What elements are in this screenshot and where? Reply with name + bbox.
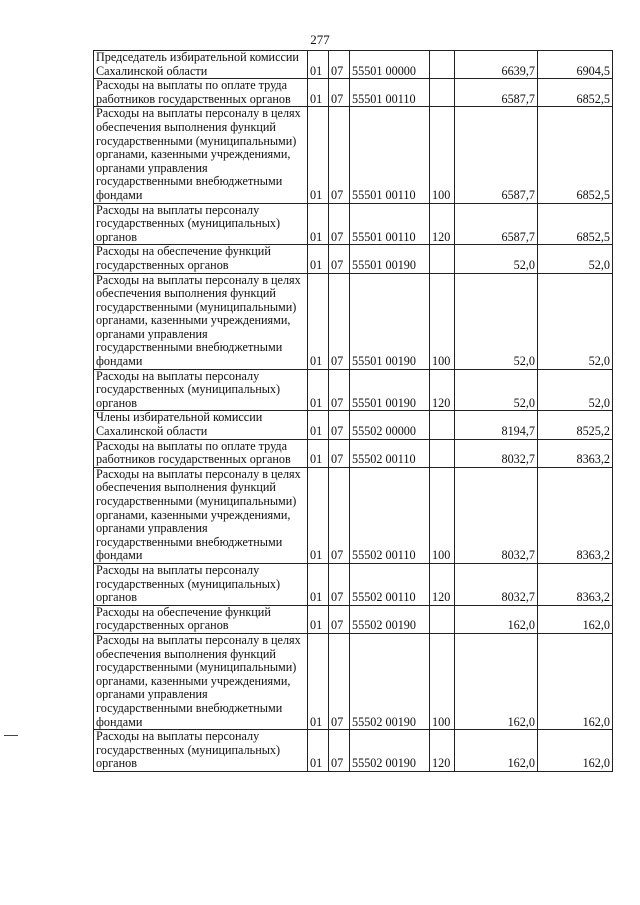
target-article-cell: 55502 00110	[350, 439, 430, 467]
amount-year2-cell: 6852,5	[538, 203, 613, 245]
target-article-cell: 55501 00000	[350, 51, 430, 79]
amount-year1-cell: 8032,7	[455, 467, 538, 563]
target-article-cell: 55502 00000	[350, 411, 430, 439]
target-article-cell: 55501 00110	[350, 107, 430, 203]
amount-year1-cell: 6639,7	[455, 51, 538, 79]
amount-year2-cell: 8363,2	[538, 439, 613, 467]
subsection-code-cell: 07	[329, 369, 350, 411]
table-row	[94, 467, 613, 563]
row-name-cell: Расходы на обеспечение функций государственных органов	[94, 605, 308, 633]
subsection-code-cell: 07	[329, 51, 350, 79]
expense-type-cell: 100	[430, 633, 455, 729]
table-row	[94, 79, 613, 107]
budget-table	[93, 50, 613, 772]
section-code-cell: 01	[308, 79, 329, 107]
expense-type-cell: 120	[430, 730, 455, 772]
section-code-cell: 01	[308, 439, 329, 467]
row-name-cell: Расходы на выплаты персоналу в целях обеспечения выполнения функций государственными (муниципальными) органами, казенными учреждениями, органами управления государственными внебюджетными фондами	[94, 633, 308, 729]
amount-year2-cell: 8363,2	[538, 467, 613, 563]
row-name-cell: Расходы на выплаты по оплате труда работников государственных органов	[94, 79, 308, 107]
section-code-cell: 01	[308, 605, 329, 633]
target-article-cell: 55502 00190	[350, 730, 430, 772]
amount-year1-cell: 52,0	[455, 369, 538, 411]
subsection-code-cell: 07	[329, 107, 350, 203]
section-code-cell: 01	[308, 203, 329, 245]
section-code-cell: 01	[308, 369, 329, 411]
expense-type-cell: 100	[430, 273, 455, 369]
amount-year1-cell: 162,0	[455, 605, 538, 633]
table-row	[94, 107, 613, 203]
target-article-cell: 55502 00190	[350, 633, 430, 729]
row-name-cell: Расходы на выплаты персоналу в целях обеспечения выполнения функций государственными (муниципальными) органами, казенными учреждениями, органами управления государственными внебюджетными фондами	[94, 273, 308, 369]
expense-type-cell	[430, 79, 455, 107]
section-code-cell: 01	[308, 107, 329, 203]
subsection-code-cell: 07	[329, 203, 350, 245]
target-article-cell: 55502 00190	[350, 605, 430, 633]
target-article-cell: 55502 00110	[350, 467, 430, 563]
table-row	[94, 203, 613, 245]
expense-type-cell: 100	[430, 467, 455, 563]
amount-year2-cell: 6852,5	[538, 79, 613, 107]
table-row	[94, 51, 613, 79]
subsection-code-cell: 07	[329, 467, 350, 563]
subsection-code-cell: 07	[329, 563, 350, 605]
amount-year2-cell: 162,0	[538, 605, 613, 633]
row-name-cell: Расходы на выплаты персоналу государственных (муниципальных) органов	[94, 203, 308, 245]
amount-year1-cell: 6587,7	[455, 203, 538, 245]
subsection-code-cell: 07	[329, 245, 350, 273]
row-name-cell: Председатель избирательной комиссии Сахалинской области	[94, 51, 308, 79]
amount-year2-cell: 162,0	[538, 633, 613, 729]
amount-year1-cell: 8032,7	[455, 439, 538, 467]
expense-type-cell	[430, 439, 455, 467]
target-article-cell: 55501 00190	[350, 369, 430, 411]
amount-year2-cell: 8525,2	[538, 411, 613, 439]
amount-year2-cell: 52,0	[538, 273, 613, 369]
expense-type-cell	[430, 411, 455, 439]
amount-year2-cell: 162,0	[538, 730, 613, 772]
target-article-cell: 55501 00190	[350, 273, 430, 369]
amount-year1-cell: 6587,7	[455, 79, 538, 107]
section-code-cell: 01	[308, 245, 329, 273]
expense-type-cell: 100	[430, 107, 455, 203]
page-number: 277	[310, 32, 330, 47]
expense-type-cell	[430, 51, 455, 79]
amount-year1-cell: 6587,7	[455, 107, 538, 203]
subsection-code-cell: 07	[329, 633, 350, 729]
expense-type-cell: 120	[430, 369, 455, 411]
amount-year2-cell: 52,0	[538, 369, 613, 411]
section-code-cell: 01	[308, 467, 329, 563]
table-body	[94, 51, 613, 772]
amount-year1-cell: 8032,7	[455, 563, 538, 605]
expense-type-cell: 120	[430, 563, 455, 605]
amount-year1-cell: 52,0	[455, 273, 538, 369]
subsection-code-cell: 07	[329, 605, 350, 633]
amount-year2-cell: 8363,2	[538, 563, 613, 605]
expense-type-cell	[430, 245, 455, 273]
row-name-cell: Члены избирательной комиссии Сахалинской области	[94, 411, 308, 439]
target-article-cell: 55502 00110	[350, 563, 430, 605]
subsection-code-cell: 07	[329, 730, 350, 772]
subsection-code-cell: 07	[329, 439, 350, 467]
table-row	[94, 633, 613, 729]
row-name-cell: Расходы на выплаты персоналу государственных (муниципальных) органов	[94, 563, 308, 605]
margin-mark	[4, 735, 18, 736]
target-article-cell: 55501 00110	[350, 79, 430, 107]
subsection-code-cell: 07	[329, 273, 350, 369]
table-row	[94, 439, 613, 467]
table-row	[94, 369, 613, 411]
table-row	[94, 730, 613, 772]
section-code-cell: 01	[308, 563, 329, 605]
section-code-cell: 01	[308, 51, 329, 79]
row-name-cell: Расходы на обеспечение функций государственных органов	[94, 245, 308, 273]
subsection-code-cell: 07	[329, 411, 350, 439]
row-name-cell: Расходы на выплаты персоналу государственных (муниципальных) органов	[94, 730, 308, 772]
expense-type-cell: 120	[430, 203, 455, 245]
row-name-cell: Расходы на выплаты по оплате труда работников государственных органов	[94, 439, 308, 467]
table-row	[94, 273, 613, 369]
row-name-cell: Расходы на выплаты персоналу в целях обеспечения выполнения функций государственными (муниципальными) органами, казенными учреждениями, органами управления государственными внебюджетными фондами	[94, 467, 308, 563]
section-code-cell: 01	[308, 633, 329, 729]
amount-year2-cell: 6904,5	[538, 51, 613, 79]
row-name-cell: Расходы на выплаты персоналу в целях обеспечения выполнения функций государственными (муниципальными) органами, казенными учреждениями, органами управления государственными внебюджетными фондами	[94, 107, 308, 203]
expense-type-cell	[430, 605, 455, 633]
amount-year1-cell: 52,0	[455, 245, 538, 273]
section-code-cell: 01	[308, 730, 329, 772]
table-row	[94, 605, 613, 633]
section-code-cell: 01	[308, 273, 329, 369]
amount-year1-cell: 162,0	[455, 730, 538, 772]
amount-year2-cell: 52,0	[538, 245, 613, 273]
table-row	[94, 563, 613, 605]
amount-year1-cell: 162,0	[455, 633, 538, 729]
target-article-cell: 55501 00110	[350, 203, 430, 245]
table-row	[94, 411, 613, 439]
target-article-cell: 55501 00190	[350, 245, 430, 273]
table-row	[94, 245, 613, 273]
amount-year2-cell: 6852,5	[538, 107, 613, 203]
amount-year1-cell: 8194,7	[455, 411, 538, 439]
subsection-code-cell: 07	[329, 79, 350, 107]
row-name-cell: Расходы на выплаты персоналу государственных (муниципальных) органов	[94, 369, 308, 411]
section-code-cell: 01	[308, 411, 329, 439]
